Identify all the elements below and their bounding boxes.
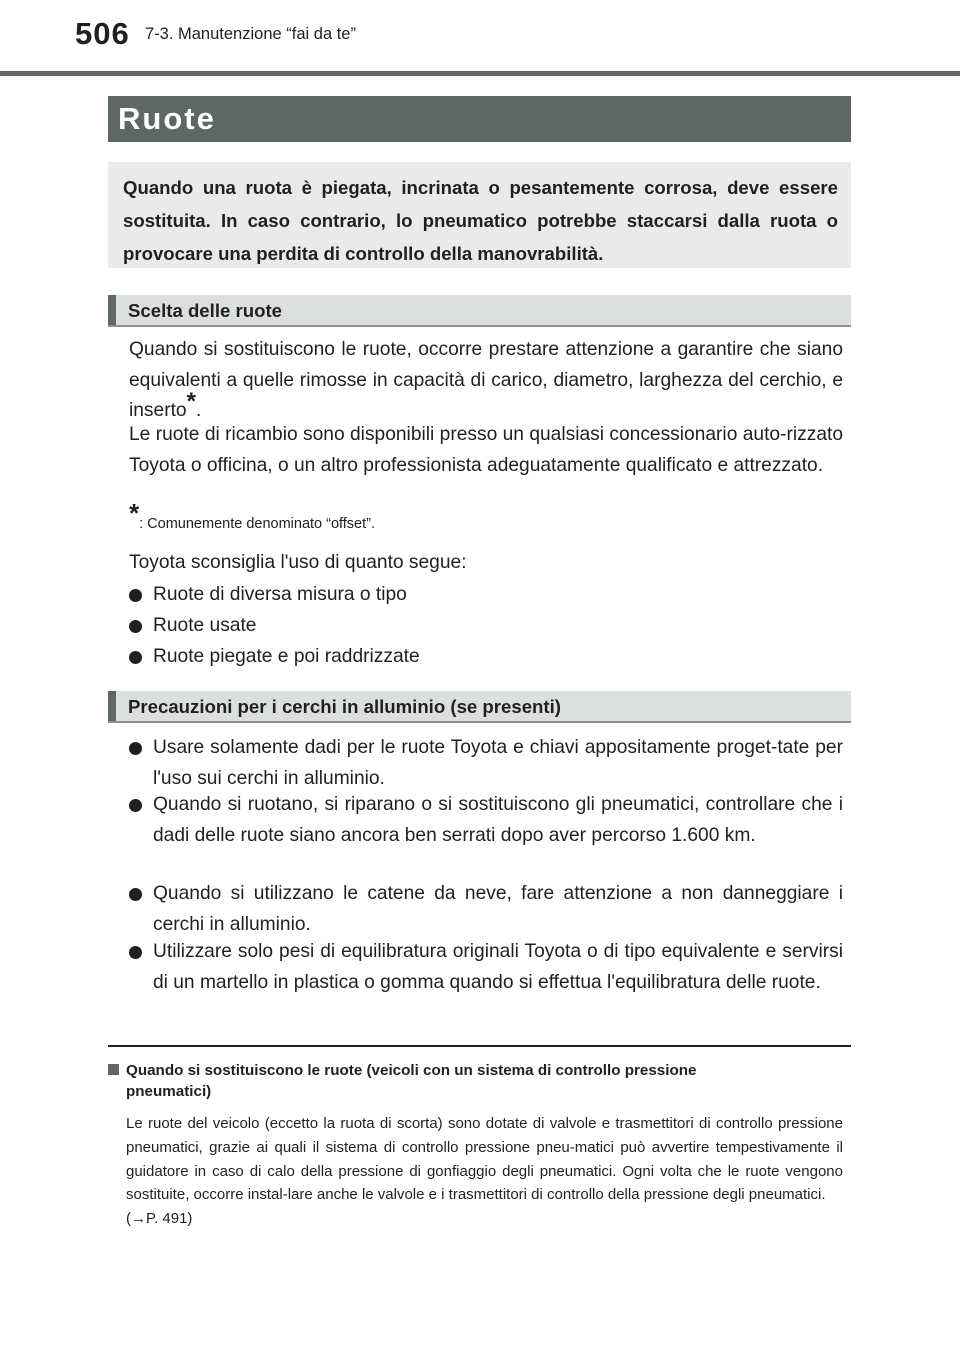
footnote-text: : Comunemente denominato “offset”. (139, 516, 376, 532)
bullet-dot (129, 620, 142, 633)
bullet-dot (129, 888, 142, 901)
header-rule (0, 71, 960, 76)
list-item (129, 790, 843, 851)
note-heading (108, 1060, 851, 1102)
note-body-text: Le ruote del veicolo (eccetto la ruota di scorta) sono dotate di valvole e trasmettitori di controllo pressione pneumatici, grazie ai quali il sistema di controllo pressione pneu-matici può avvertire tempestivamente il guidatore in caso di calo della pressione di gonfiaggio degli pneumatici. Ogni volta che le ruote vengono sostituite, occorre instal-lare anche le valvole e i trasmettitori di controllo della pressione degli pneumatici. (126, 1115, 843, 1204)
list-item (129, 642, 843, 673)
list-item-text: Ruote piegate e poi raddrizzate (153, 646, 420, 667)
note-body (126, 1112, 843, 1231)
bullet-dot (129, 651, 142, 664)
section-heading-label: Scelta delle ruote (128, 300, 282, 321)
paragraph-wheel-equivalence (129, 335, 843, 427)
list-item (129, 611, 843, 642)
list-item-text: Ruote di diversa misura o tipo (153, 584, 407, 605)
footnote (129, 498, 376, 532)
heading-accent-bar (108, 691, 116, 721)
list-item-text: Ruote usate (153, 615, 257, 636)
section-heading-wheel-choice (108, 295, 851, 327)
square-bullet-icon (108, 1064, 119, 1075)
list-item (129, 580, 843, 611)
note-heading-line (108, 1060, 851, 1081)
paragraph-lead: Toyota sconsiglia l'uso di quanto segue: (129, 552, 467, 573)
list-item-text: Quando si ruotano, si riparano o si sostituiscono gli pneumatici, controllare che i dadi delle ruote siano ancora ben serrati dopo aver percorso 1.600 km. (153, 794, 843, 846)
note-heading-text: Quando si sostituiscono le ruote (veicoli con un sistema di controllo pressione (126, 1062, 697, 1079)
bullet-dot (129, 589, 142, 602)
bullet-dot (129, 799, 142, 812)
divider (108, 1045, 851, 1047)
list-item-text: Usare solamente dadi per le ruote Toyota e chiavi appositamente proget-tate per l'uso sui cerchi in alluminio. (153, 737, 843, 789)
bullet-dot (129, 946, 142, 959)
note-heading-continuation: pneumatici) (126, 1083, 212, 1100)
page-reference: (→P. 491) (126, 1210, 193, 1228)
paragraph-text: Quando si sostituiscono le ruote, occorre prestare attenzione a garantire che siano equivalenti a quelle rimosse in capacità di carico, diametro, larghezza del cerchio, e inserto (129, 339, 843, 422)
paragraph-end: . (195, 400, 202, 422)
paragraph-spare-wheels: Le ruote di ricambio sono disponibili presso un qualsiasi concessionario auto-rizzato Toyota o officina, o un altro professionista adeguatamente qualificato e attrezzato. (129, 424, 843, 476)
list-item (129, 937, 843, 998)
intro-box: Quando una ruota è piegata, incrinata o pesantemente corrosa, deve essere sostituita. In caso contrario, lo pneumatico potrebbe staccarsi dalla ruota o provocare una perdita di controllo della manovrabilità. (108, 162, 851, 268)
page-title: Ruote (108, 96, 851, 142)
list-item (129, 879, 843, 940)
section-heading-alloy-precautions (108, 691, 851, 723)
section-label: 7-3. Manutenzione “fai da te” (145, 25, 356, 43)
list-item-text: Quando si utilizzano le catene da neve, fare attenzione a non danneggiare i cerchi in alluminio. (153, 883, 843, 935)
list-item-text: Utilizzare solo pesi di equilibratura originali Toyota o di tipo equivalente e servirsi di un martello in plastica o gomma quando si effettua l'equilibratura delle ruote. (153, 941, 843, 993)
footnote-star: * (129, 498, 140, 528)
footnote-marker: * (186, 388, 196, 416)
list-item (129, 733, 843, 794)
heading-accent-bar (108, 295, 116, 325)
section-heading-label: Precauzioni per i cerchi in alluminio (se presenti) (128, 696, 561, 717)
bullet-dot (129, 742, 142, 755)
page-number: 506 (75, 16, 130, 51)
